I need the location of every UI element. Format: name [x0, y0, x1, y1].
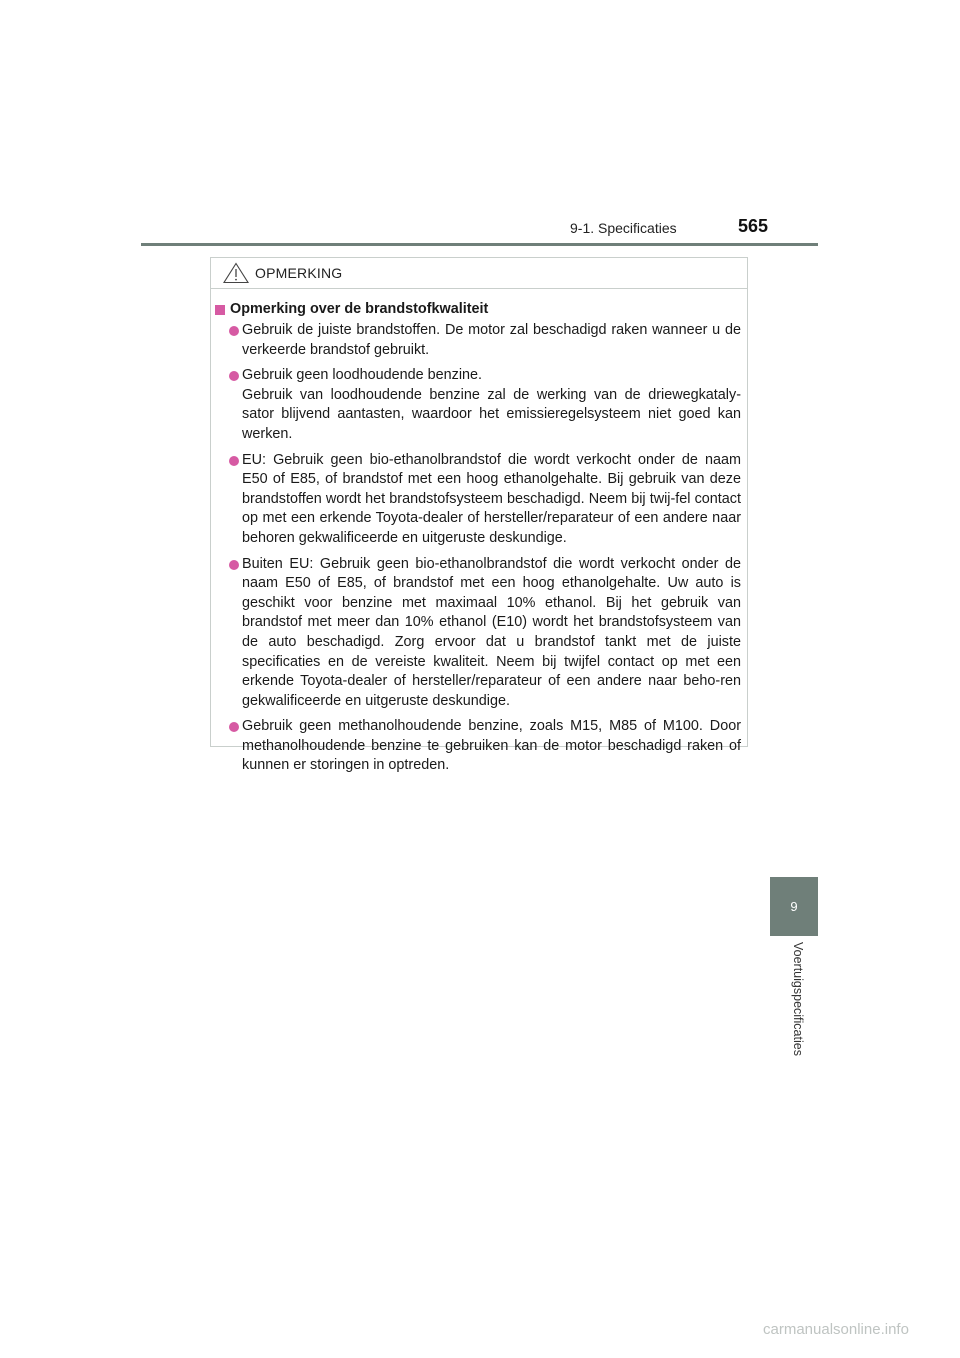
watermark: carmanualsonline.info: [763, 1321, 909, 1338]
list-item-text: Gebruik geen methanolhoudende benzine, zoals M15, M85 of M100. Door methanolhoudende benzine te gebruiken kan de motor beschadigd raken of kunnen er storingen in optreden.: [242, 718, 741, 774]
bullet-dot-icon: [229, 456, 239, 466]
bullet-dot-icon: [229, 722, 239, 732]
list-item-text: Gebruik de juiste brandstoffen. De motor zal beschadigd raken wanneer u de verkeerde brandstof gebruikt.: [242, 322, 741, 358]
list-item: [215, 451, 741, 549]
notice-subheading-row: [215, 301, 741, 317]
warning-triangle-icon: [223, 262, 249, 284]
list-item: [215, 555, 741, 712]
notice-body: [211, 289, 747, 776]
bullet-dot-icon: [229, 326, 239, 336]
header-divider: [141, 243, 818, 246]
section-title: 9-1. Specificaties: [570, 220, 677, 236]
list-item-continuation: Gebruik van loodhoudende benzine zal de werking van de driewegkataly-sator blijvend aantasten, waardoor het emissieregelsysteem niet goed kan werken.: [242, 386, 741, 442]
notice-title: OPMERKING: [255, 265, 343, 281]
list-item: [215, 321, 741, 360]
notice-box: [210, 257, 748, 774]
list-item-text: Gebruik geen loodhoudende benzine.: [242, 367, 483, 384]
chapter-tab: 9: [770, 877, 818, 936]
notice-header: [211, 258, 747, 289]
list-item: [215, 717, 741, 776]
chapter-label: Voertuigspecificaties: [791, 942, 805, 1056]
list-item: [215, 366, 741, 444]
bullet-dot-icon: [229, 560, 239, 570]
notice-subheading: Opmerking over de brandstofkwaliteit: [230, 301, 489, 317]
list-item-text: Buiten EU: Gebruik geen bio-ethanolbrandstof die wordt verkocht onder de naam E50 of E85, of brandstof met een hoog ethanolgehalte. Uw auto is geschikt voor benzine met maximaal 10% ethanol. Bij het gebruik van brandstof met meer dan 10% ethanol (E10) wordt het brandstofsysteem van de auto beschadigd. Zorg ervoor dat u brandstof tankt met de juiste specificaties en de vereiste kwaliteit. Neem bij twijfel contact op met een erkende Toyota-dealer of hersteller/reparateur of een andere naar beho-ren gekwalificeerde en uitgeruste deskundige.: [242, 555, 741, 709]
notice-list: [215, 321, 741, 776]
page-number: 565: [738, 216, 769, 236]
bullet-dot-icon: [229, 371, 239, 381]
list-item-text: EU: Gebruik geen bio-ethanolbrandstof die wordt verkocht onder de naam E50 of E85, of brandstof met een hoog ethanolgehalte. Bij gebruik van deze brandstoffen wordt het brandstofsysteem beschadigd. Neem bij twij-fel contact op met een erkende Toyota-dealer of hersteller/reparateur of een andere naar behoren gekwalificeerde en uitgeruste deskundige.: [242, 451, 741, 546]
square-bullet-icon: [215, 305, 225, 315]
